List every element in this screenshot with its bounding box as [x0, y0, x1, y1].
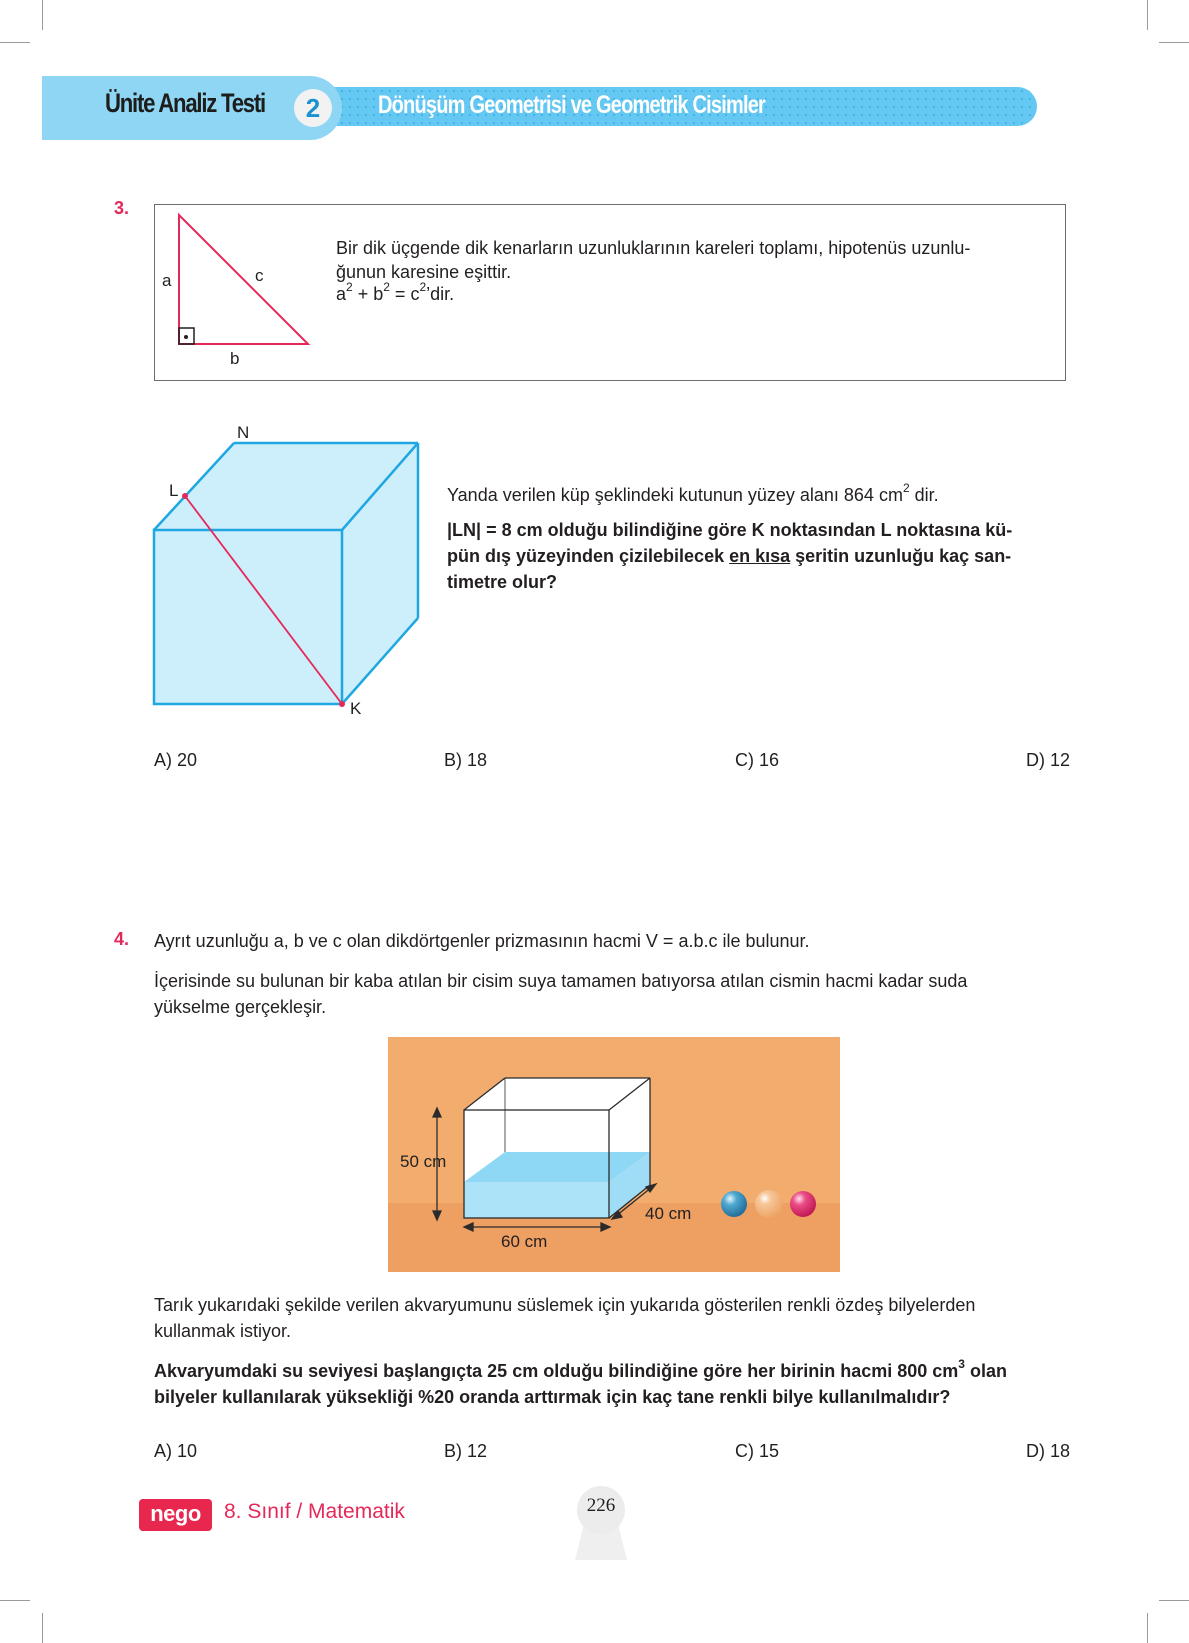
grade-subject-label: 8. Sınıf / Matematik	[224, 1500, 405, 1523]
cube-diagram	[140, 420, 440, 720]
choice-d[interactable]: D) 12	[1026, 750, 1071, 770]
depth-label: 40 cm	[645, 1204, 692, 1223]
q4-intro: Ayrıt uzunluğu a, b ve c olan dikdörtgenler prizmasının hacmi V = a.b.c ile bulunur.	[154, 931, 810, 951]
info-line-1: Bir dik üçgende dik kenarların uzunluklarının kareleri toplamı, hipotenüs uzunlu-	[336, 238, 971, 258]
header-title: Ünite Analiz Testi	[105, 88, 265, 118]
pythagoras-formula: $a^2 + b^2$ = $c^2’dir$.	[336, 280, 455, 304]
crop-mark-bottom-right-h	[1159, 1600, 1189, 1601]
q4-question: Akvaryumdaki su seviyesi başlangıçta 25 cm olduğu bilindiğine göre her birinin hacmi 800 $cm^3$ olan bilyeler kullanılarak yüksekliği %20 oranda arttırmak için kaç tane renkli bilye kullanılmalıdır?	[154, 1357, 1007, 1407]
page-number: 226	[586, 1495, 616, 1516]
header-subtitle: Dönüşüm Geometrisi ve Geometrik Cisimler	[378, 91, 766, 119]
choice-c[interactable]: C) 16	[735, 750, 780, 770]
crop-mark-bottom-left-h	[0, 1600, 30, 1601]
question-number: 4.	[114, 929, 130, 949]
width-label: 60 cm	[501, 1232, 548, 1251]
question-number: 3.	[114, 198, 130, 218]
stem-surface-area: Yanda verilen küp şeklindeki kutunun yüzey alanı 864 $cm^2$ dir.	[447, 481, 939, 505]
right-triangle-diagram	[154, 204, 354, 381]
crop-mark-top-left-h	[0, 42, 30, 43]
info-box-text	[336, 235, 1056, 307]
point-L-marker	[182, 493, 188, 499]
choice-d[interactable]: D) 18	[1026, 1441, 1071, 1461]
choice-b[interactable]: B) 18	[444, 750, 488, 770]
page-number-badge	[563, 1482, 639, 1562]
marble-pink-icon	[790, 1191, 816, 1217]
test-number-badge: 2	[294, 89, 332, 127]
triangle-label-b: b	[230, 349, 240, 368]
choice-c[interactable]: C) 15	[735, 1441, 780, 1461]
choice-a[interactable]: A) 20	[154, 750, 198, 770]
crop-mark-bottom-right-v	[1147, 1613, 1148, 1643]
point-K-marker	[339, 701, 345, 707]
crop-mark-bottom-left-v	[42, 1613, 43, 1643]
question-3-stem	[447, 482, 1087, 595]
cube-label-K: K	[350, 699, 362, 718]
crop-mark-top-left-v	[42, 0, 43, 30]
choice-b[interactable]: B) 12	[444, 1441, 488, 1461]
cube-label-L: L	[169, 481, 179, 500]
crop-mark-top-right-h	[1159, 42, 1189, 43]
info-line-2: ğunun karesine eşittir.	[336, 262, 512, 282]
marble-peach-icon	[755, 1190, 783, 1218]
height-label: 50 cm	[400, 1152, 447, 1171]
marble-blue-icon	[721, 1191, 747, 1217]
publisher-logo: nego	[139, 1499, 212, 1531]
cube-label-N: N	[237, 423, 250, 442]
triangle-label-a: a	[162, 271, 172, 290]
q4-paragraph-1: İçerisinde su bulunan bir kaba atılan bir cisim suya tamamen batıyorsa atılan cismin hacmi kadar suda yükselme gerçekleşir.	[154, 971, 968, 1017]
crop-mark-top-right-v	[1147, 0, 1148, 30]
choice-a[interactable]: A) 10	[154, 1441, 198, 1461]
q4-paragraph-2: Tarık yukarıdaki şekilde verilen akvaryumunu süslemek için yukarıda gösterilen renkli özdeş bilyelerden kullanmak istiyor.	[154, 1295, 976, 1341]
aquarium-figure	[388, 1037, 840, 1272]
triangle-label-c: c	[255, 266, 264, 285]
stem-question: |LN| = 8 cm olduğu bilindiğine göre K noktasından L noktasına kü- pün dış yüzeyinden çizilebilecek en kısa şeritin uzunluğu kaç san- timetre olur?	[447, 520, 1013, 592]
